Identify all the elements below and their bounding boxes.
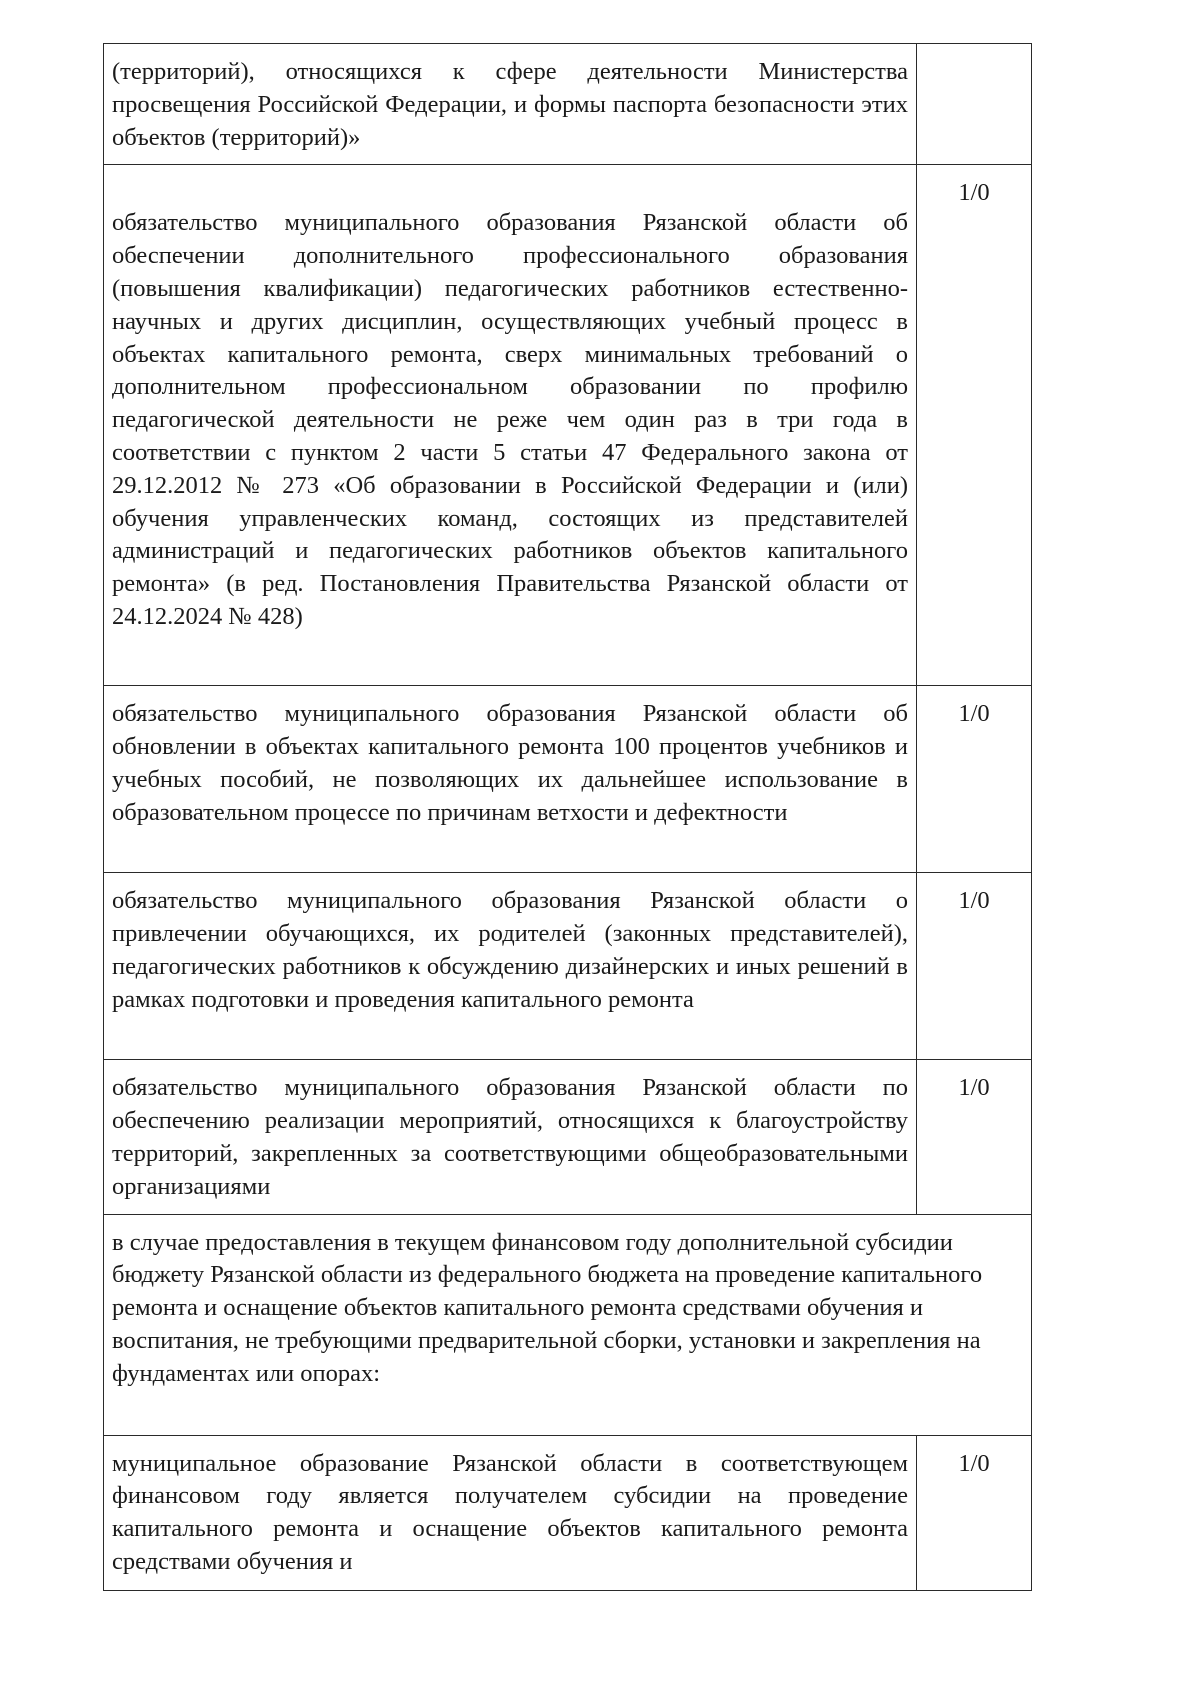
table-row [104,873,1032,1060]
criterion-text: (территорий), относящихся к сфере деятельности Министерства просвещения Российской Федерации, и формы паспорта безопасности этих объектов (территорий)» [112,58,908,151]
score-cell [917,873,1032,1060]
criterion-text: обязательство муниципального образования Рязанской области о привлечении обучающихся, их родителей (законных представителей), педагогических работников к обсуждению дизайнерских и иных решений в рамках подготовки и проведения капитального ремонта [112,887,908,1013]
criterion-text-cell [104,165,917,686]
score-value: 1/0 [958,1074,990,1102]
score-cell [917,44,1032,165]
score-value: 1/0 [958,887,990,915]
score-value: 1/0 [958,1449,990,1477]
criterion-text: обязательство муниципального образования Рязанской области об обновлении в объектах капитального ремонта 100 процентов учебников и учебных пособий, не позволяющих их дальнейшее использование в образовательном процессе по причинам ветхости и дефектности [112,700,908,826]
score-value: 1/0 [958,179,990,207]
score-value: 1/0 [958,700,990,728]
criterion-text-cell [104,686,917,873]
criterion-text-cell [104,1435,917,1590]
table-row [104,165,1032,686]
table-row [104,686,1032,873]
criterion-text: муниципальное образование Рязанской области в соответствующем финансовом году является получателем субсидии на проведение капитального ремонта и оснащение объектов капитального ремонта средствами обучения и [112,1449,908,1575]
criterion-text: обязательство муниципального образования Рязанской области об обеспечении дополнительного профессионального образования (повышения квалификации) педагогических работников естественно-научных и других дисциплин, осуществляющих учебный процесс в объектах капитального ремонта, сверх минимальных требований о дополнительном профессиональном образовании по профилю педагогической деятельности не реже чем один раз в три года в соответствии с пунктом 2 части 5 статьи 47 Федерального закона от 29.12.2012 № 273 «Об образовании в Российской Федерации и (или) обучения управленческих команд, состоящих из представителей администраций и педагогических работников объектов капитального ремонта» (в ред. Постановления Правительства Рязанской области от 24.12.2024 № 428) [112,209,908,630]
criterion-text-cell [104,1060,917,1214]
section-heading-cell [104,1214,1032,1435]
score-cell [917,165,1032,686]
criterion-text-cell [104,44,917,165]
criterion-text-cell [104,873,917,1060]
table-row [104,1060,1032,1214]
criteria-table [103,43,1032,1591]
table-row [104,44,1032,165]
score-cell [917,1060,1032,1214]
score-cell [917,1435,1032,1590]
table-row [104,1214,1032,1435]
table-row [104,1435,1032,1590]
section-heading-text: в случае предоставления в текущем финансовом году дополнительной субсидии бюджету Рязанской области из федерального бюджета на проведение капитального ремонта и оснащение объектов капитального ремонта средствами обучения и воспитания, не требующими предварительной сборки, установки и закрепления на фундаментах или опорах: [112,1228,983,1387]
criterion-text: обязательство муниципального образования Рязанской области по обеспечению реализации мероприятий, относящихся к благоустройству территорий, закрепленных за соответствующими общеобразовательными организациями [112,1074,908,1200]
score-cell [917,686,1032,873]
